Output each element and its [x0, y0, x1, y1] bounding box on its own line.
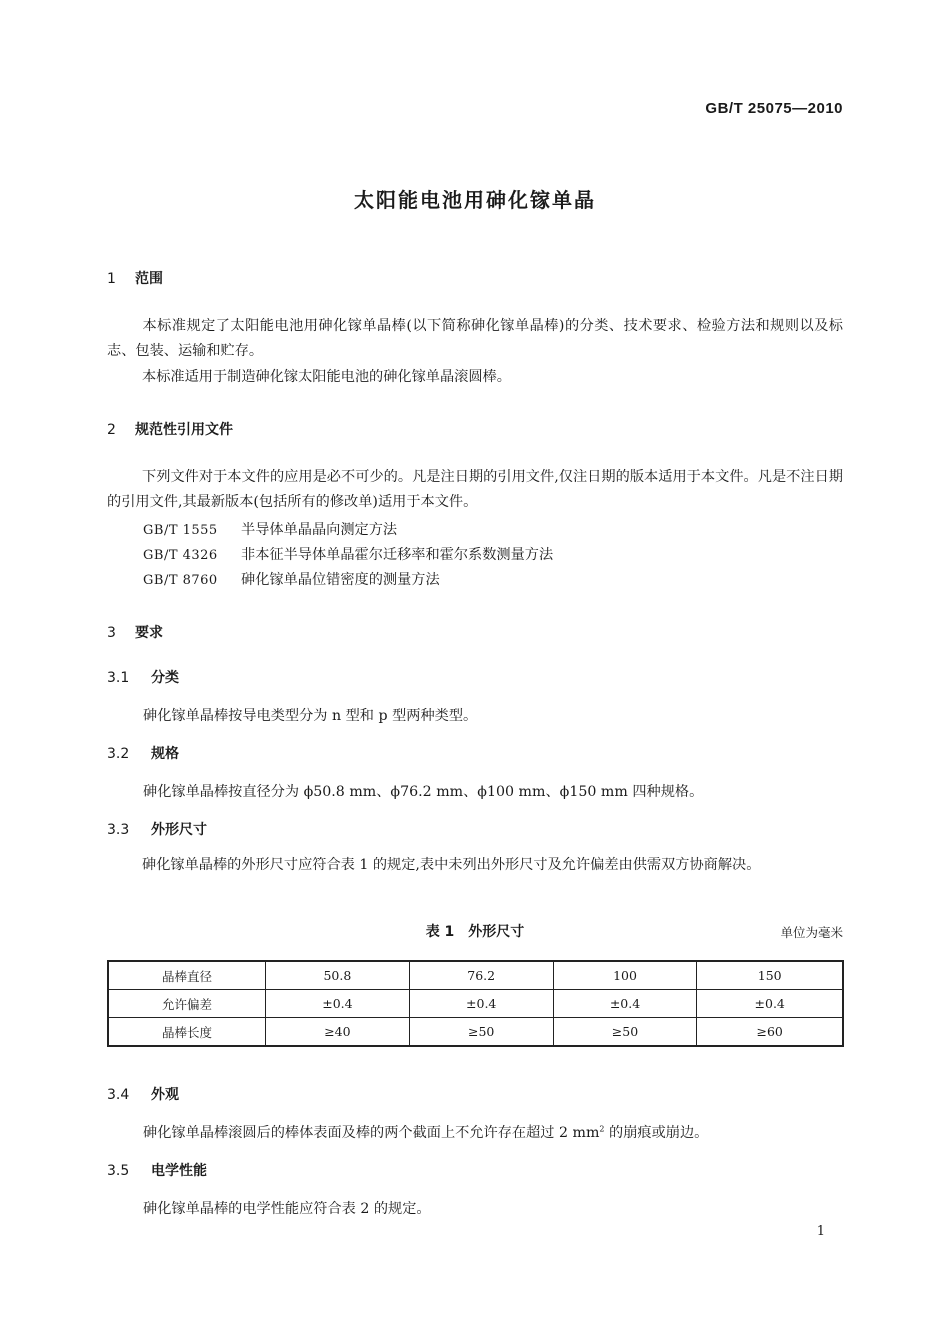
section-3-3-heading — [107, 819, 207, 839]
standard-code: GB/T 25075—2010 — [705, 100, 843, 117]
reference-code: GB/T 4326 — [143, 548, 218, 563]
section-title: 要求 — [135, 625, 163, 641]
table-cell: ±0.4 — [266, 990, 410, 1018]
section-number: 3.1 — [107, 670, 130, 686]
reference-item — [143, 519, 397, 539]
table-row — [108, 1018, 843, 1047]
table-unit-note: 单位为毫米 — [780, 925, 843, 940]
section-number: 3.5 — [107, 1163, 130, 1179]
table-cell: 150 — [697, 961, 843, 990]
section-title: 电学性能 — [151, 1163, 207, 1179]
section-number: 3.2 — [107, 746, 130, 762]
section-3-5-heading — [107, 1160, 207, 1180]
reference-code: GB/T 8760 — [143, 573, 218, 588]
reference-title: 半导体单晶晶向测定方法 — [241, 522, 398, 538]
dimensions-table — [107, 960, 844, 1047]
section-3-4-heading — [107, 1084, 179, 1104]
superscript: 2 — [599, 1124, 605, 1134]
section-3-3-para: 砷化镓单晶棒的外形尺寸应符合表 1 的规定,表中未列出外形尺寸及允许偏差由供需双方协商解决。 — [142, 857, 761, 873]
table-cell: ≥50 — [409, 1018, 553, 1047]
section-2-heading — [107, 419, 233, 439]
document-title: 太阳能电池用砷化镓单晶 — [354, 188, 596, 212]
section-3-1-heading — [107, 667, 179, 687]
section-number: 2 — [107, 422, 116, 438]
section-number: 3.4 — [107, 1087, 130, 1103]
table-cell: 76.2 — [409, 961, 553, 990]
section-title: 规格 — [151, 746, 179, 762]
row-header: 晶棒直径 — [108, 961, 266, 990]
reference-title: 非本征半导体单晶霍尔迁移率和霍尔系数测量方法 — [241, 547, 554, 563]
table-cell: ±0.4 — [697, 990, 843, 1018]
section-3-2-para: 砷化镓单晶棒按直径分为 ϕ50.8 mm、ϕ76.2 mm、ϕ100 mm、ϕ150 mm 四种规格。 — [143, 784, 704, 800]
table-cell: ≥50 — [553, 1018, 697, 1047]
table-caption: 表 1 外形尺寸 — [425, 924, 525, 940]
section-3-5-para: 砷化镓单晶棒的电学性能应符合表 2 的规定。 — [143, 1201, 431, 1217]
reference-item — [143, 544, 553, 564]
table-row — [108, 990, 843, 1018]
table-cell: 50.8 — [266, 961, 410, 990]
section-1-para-1: 本标准规定了太阳能电池用砷化镓单晶棒(以下简称砷化镓单晶棒)的分类、技术要求、检验方法和规则以及标志、包装、运输和贮存。 — [107, 318, 843, 359]
section-title: 规范性引用文件 — [135, 422, 233, 438]
section-1-heading — [107, 268, 163, 288]
section-number: 3.3 — [107, 822, 130, 838]
table-cell: ≥40 — [266, 1018, 410, 1047]
section-number: 3 — [107, 625, 116, 641]
section-title: 范围 — [135, 271, 163, 287]
reference-title: 砷化镓单晶位错密度的测量方法 — [241, 572, 440, 588]
table-row — [108, 961, 843, 990]
row-header: 允许偏差 — [108, 990, 266, 1018]
section-3-2-heading — [107, 743, 179, 763]
table-cell: ±0.4 — [409, 990, 553, 1018]
section-3-4-para: 砷化镓单晶棒滚圆后的棒体表面及棒的两个截面上不允许存在超过 2 $mm^2$ 的崩痕或崩边。 — [143, 1124, 709, 1141]
reference-code: GB/T 1555 — [143, 523, 218, 538]
table-cell: ≥60 — [697, 1018, 843, 1047]
reference-item — [143, 569, 440, 589]
section-2-para-1: 下列文件对于本文件的应用是必不可少的。凡是注日期的引用文件,仅注日期的版本适用于本文件。凡是不注日期的引用文件,其最新版本(包括所有的修改单)适用于本文件。 — [107, 469, 843, 510]
section-3-heading — [107, 622, 163, 642]
page-number: 1 — [816, 1224, 825, 1239]
section-title: 外观 — [151, 1087, 179, 1103]
section-1-para-2: 本标准适用于制造砷化镓太阳能电池的砷化镓单晶滚圆棒。 — [142, 369, 511, 385]
section-3-1-para: 砷化镓单晶棒按导电类型分为 n 型和 p 型两种类型。 — [143, 708, 478, 724]
section-title: 分类 — [151, 670, 179, 686]
table-cell: ±0.4 — [553, 990, 697, 1018]
section-number: 1 — [107, 271, 116, 287]
table-cell: 100 — [553, 961, 697, 990]
row-header: 晶棒长度 — [108, 1018, 266, 1047]
section-title: 外形尺寸 — [151, 822, 207, 838]
